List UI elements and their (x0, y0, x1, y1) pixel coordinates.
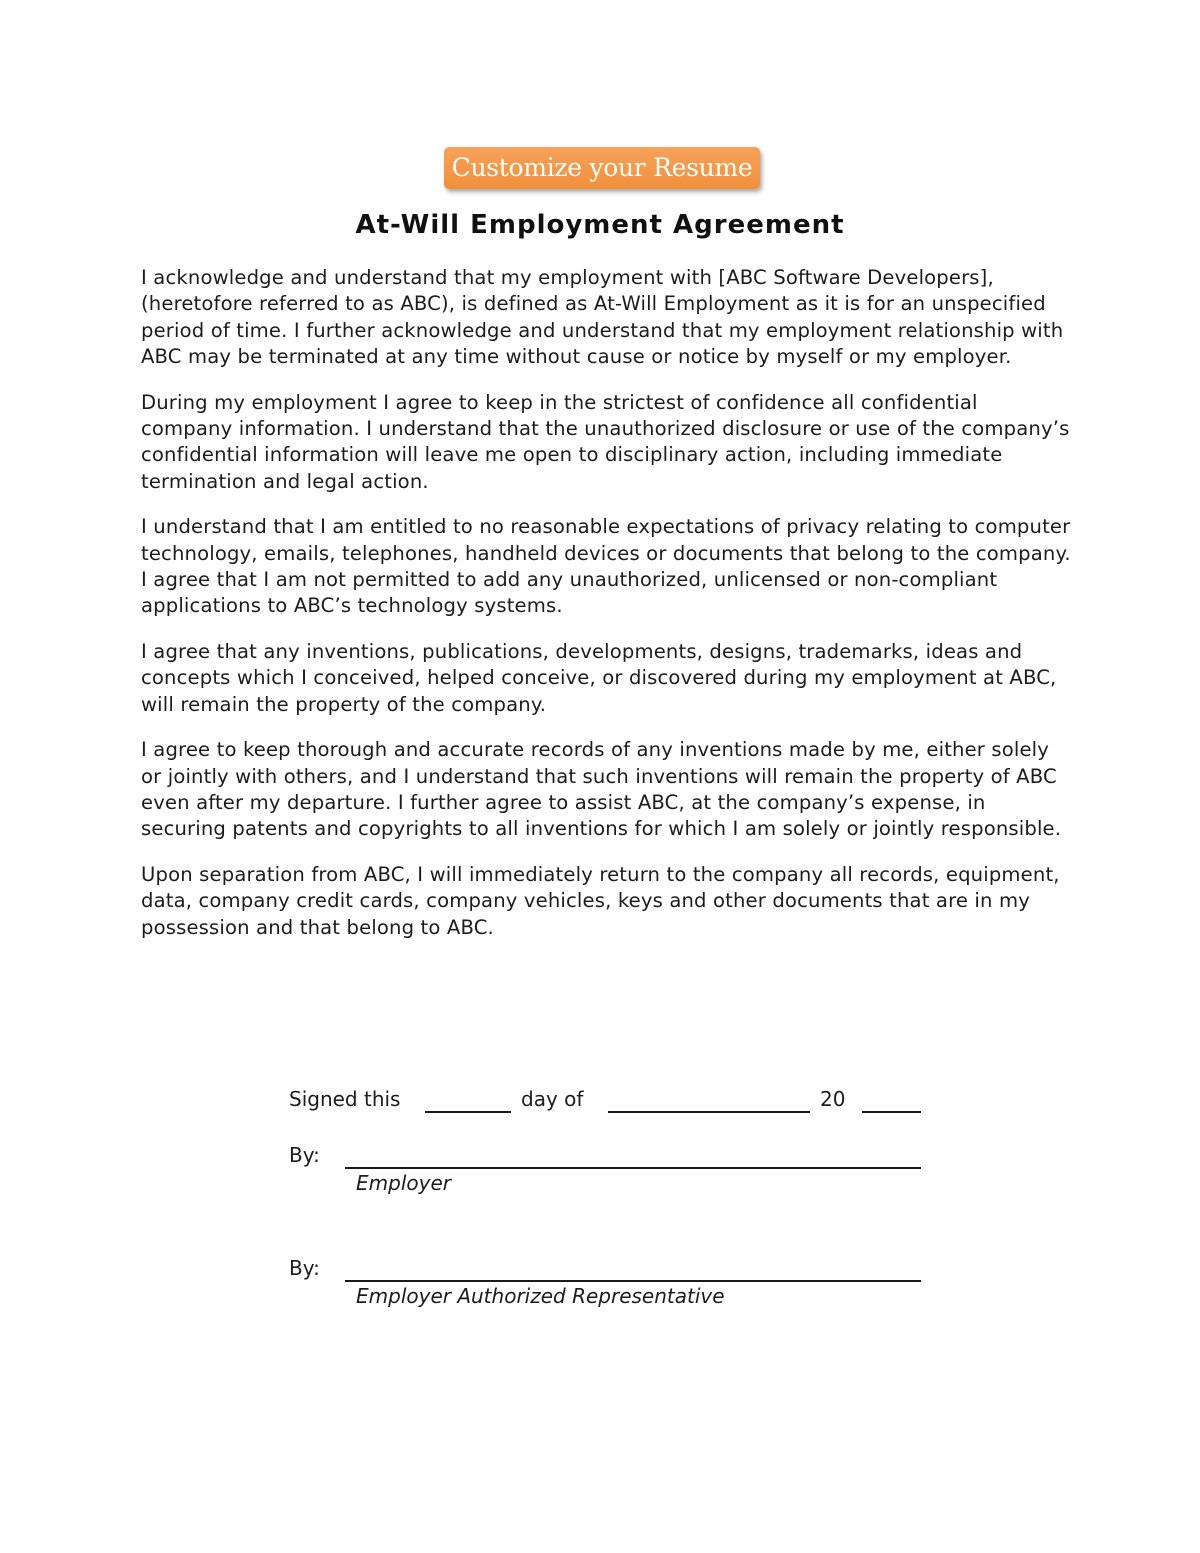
day-of-label: day of (521, 1087, 584, 1111)
paragraph-records: I agree to keep thorough and accurate records of any inventions made by me, either solely or jointly with others, and I understand that such inventions will remain the property of ABC even after my departure. I further agree to assist ABC, at the company’s expense, in securing patents and copyrights to all inventions for which I am solely or jointly responsible. (141, 738, 1062, 841)
paragraph-inventions: I agree that any inventions, publications, developments, designs, trademarks, ideas and concepts which I conceived, helped conceive, or discovered during my employment at ABC, will remain the property of the company. (141, 639, 1057, 716)
representative-signature-line[interactable] (345, 1280, 921, 1282)
paragraph-privacy: I understand that I am entitled to no reasonable expectations of privacy relating to computer technology, emails, telephones, handheld devices or documents that belong to the company. I agree that I am not permitted to add any unauthorized, unlicensed or non-compliant applications to ABC’s technology systems. (141, 515, 1071, 618)
signature-block (289, 1085, 929, 1308)
employer-signature-row (289, 1143, 929, 1203)
paragraph-separation: Upon separation from ABC, I will immediately return to the company all records, equipment, data, company credit cards, company vehicles, keys and other documents that are in my possession and that belong to ABC. (141, 862, 1060, 939)
year-prefix-label: 20 (820, 1087, 846, 1111)
paragraph-at-will: I acknowledge and understand that my employment with [ABC Software Developers], (heretofore referred to as ABC), is defined as At-Will Employment as it is for an unspecified period of time. I further acknowledge and understand that my employment relationship with ABC may be terminated at any time without cause or notice by myself or my employer. (141, 266, 1064, 369)
signed-date-row (289, 1085, 929, 1115)
document-title: At-Will Employment Agreement (355, 210, 845, 240)
by-label-representative: By: (289, 1256, 320, 1280)
paragraph-confidentiality: During my employment I agree to keep in the strictest of confidence all confidential company information. I understand that the unauthorized disclosure or use of the company’s confidential information will leave me open to disciplinary action, including immediate termination and legal action. (141, 390, 1070, 493)
representative-signature-row (289, 1256, 929, 1316)
day-blank[interactable] (425, 1111, 511, 1113)
year-blank[interactable] (862, 1111, 921, 1113)
cta-container (444, 147, 762, 191)
customize-resume-button[interactable]: Customize your Resume (444, 147, 760, 189)
signed-this-label: Signed this (289, 1087, 401, 1111)
agreement-body (141, 265, 1071, 960)
representative-caption: Employer Authorized Representative (356, 1284, 725, 1308)
employer-signature-line[interactable] (345, 1167, 921, 1169)
by-label-employer: By: (289, 1143, 320, 1167)
employer-caption: Employer (356, 1171, 451, 1195)
month-blank[interactable] (608, 1111, 810, 1113)
